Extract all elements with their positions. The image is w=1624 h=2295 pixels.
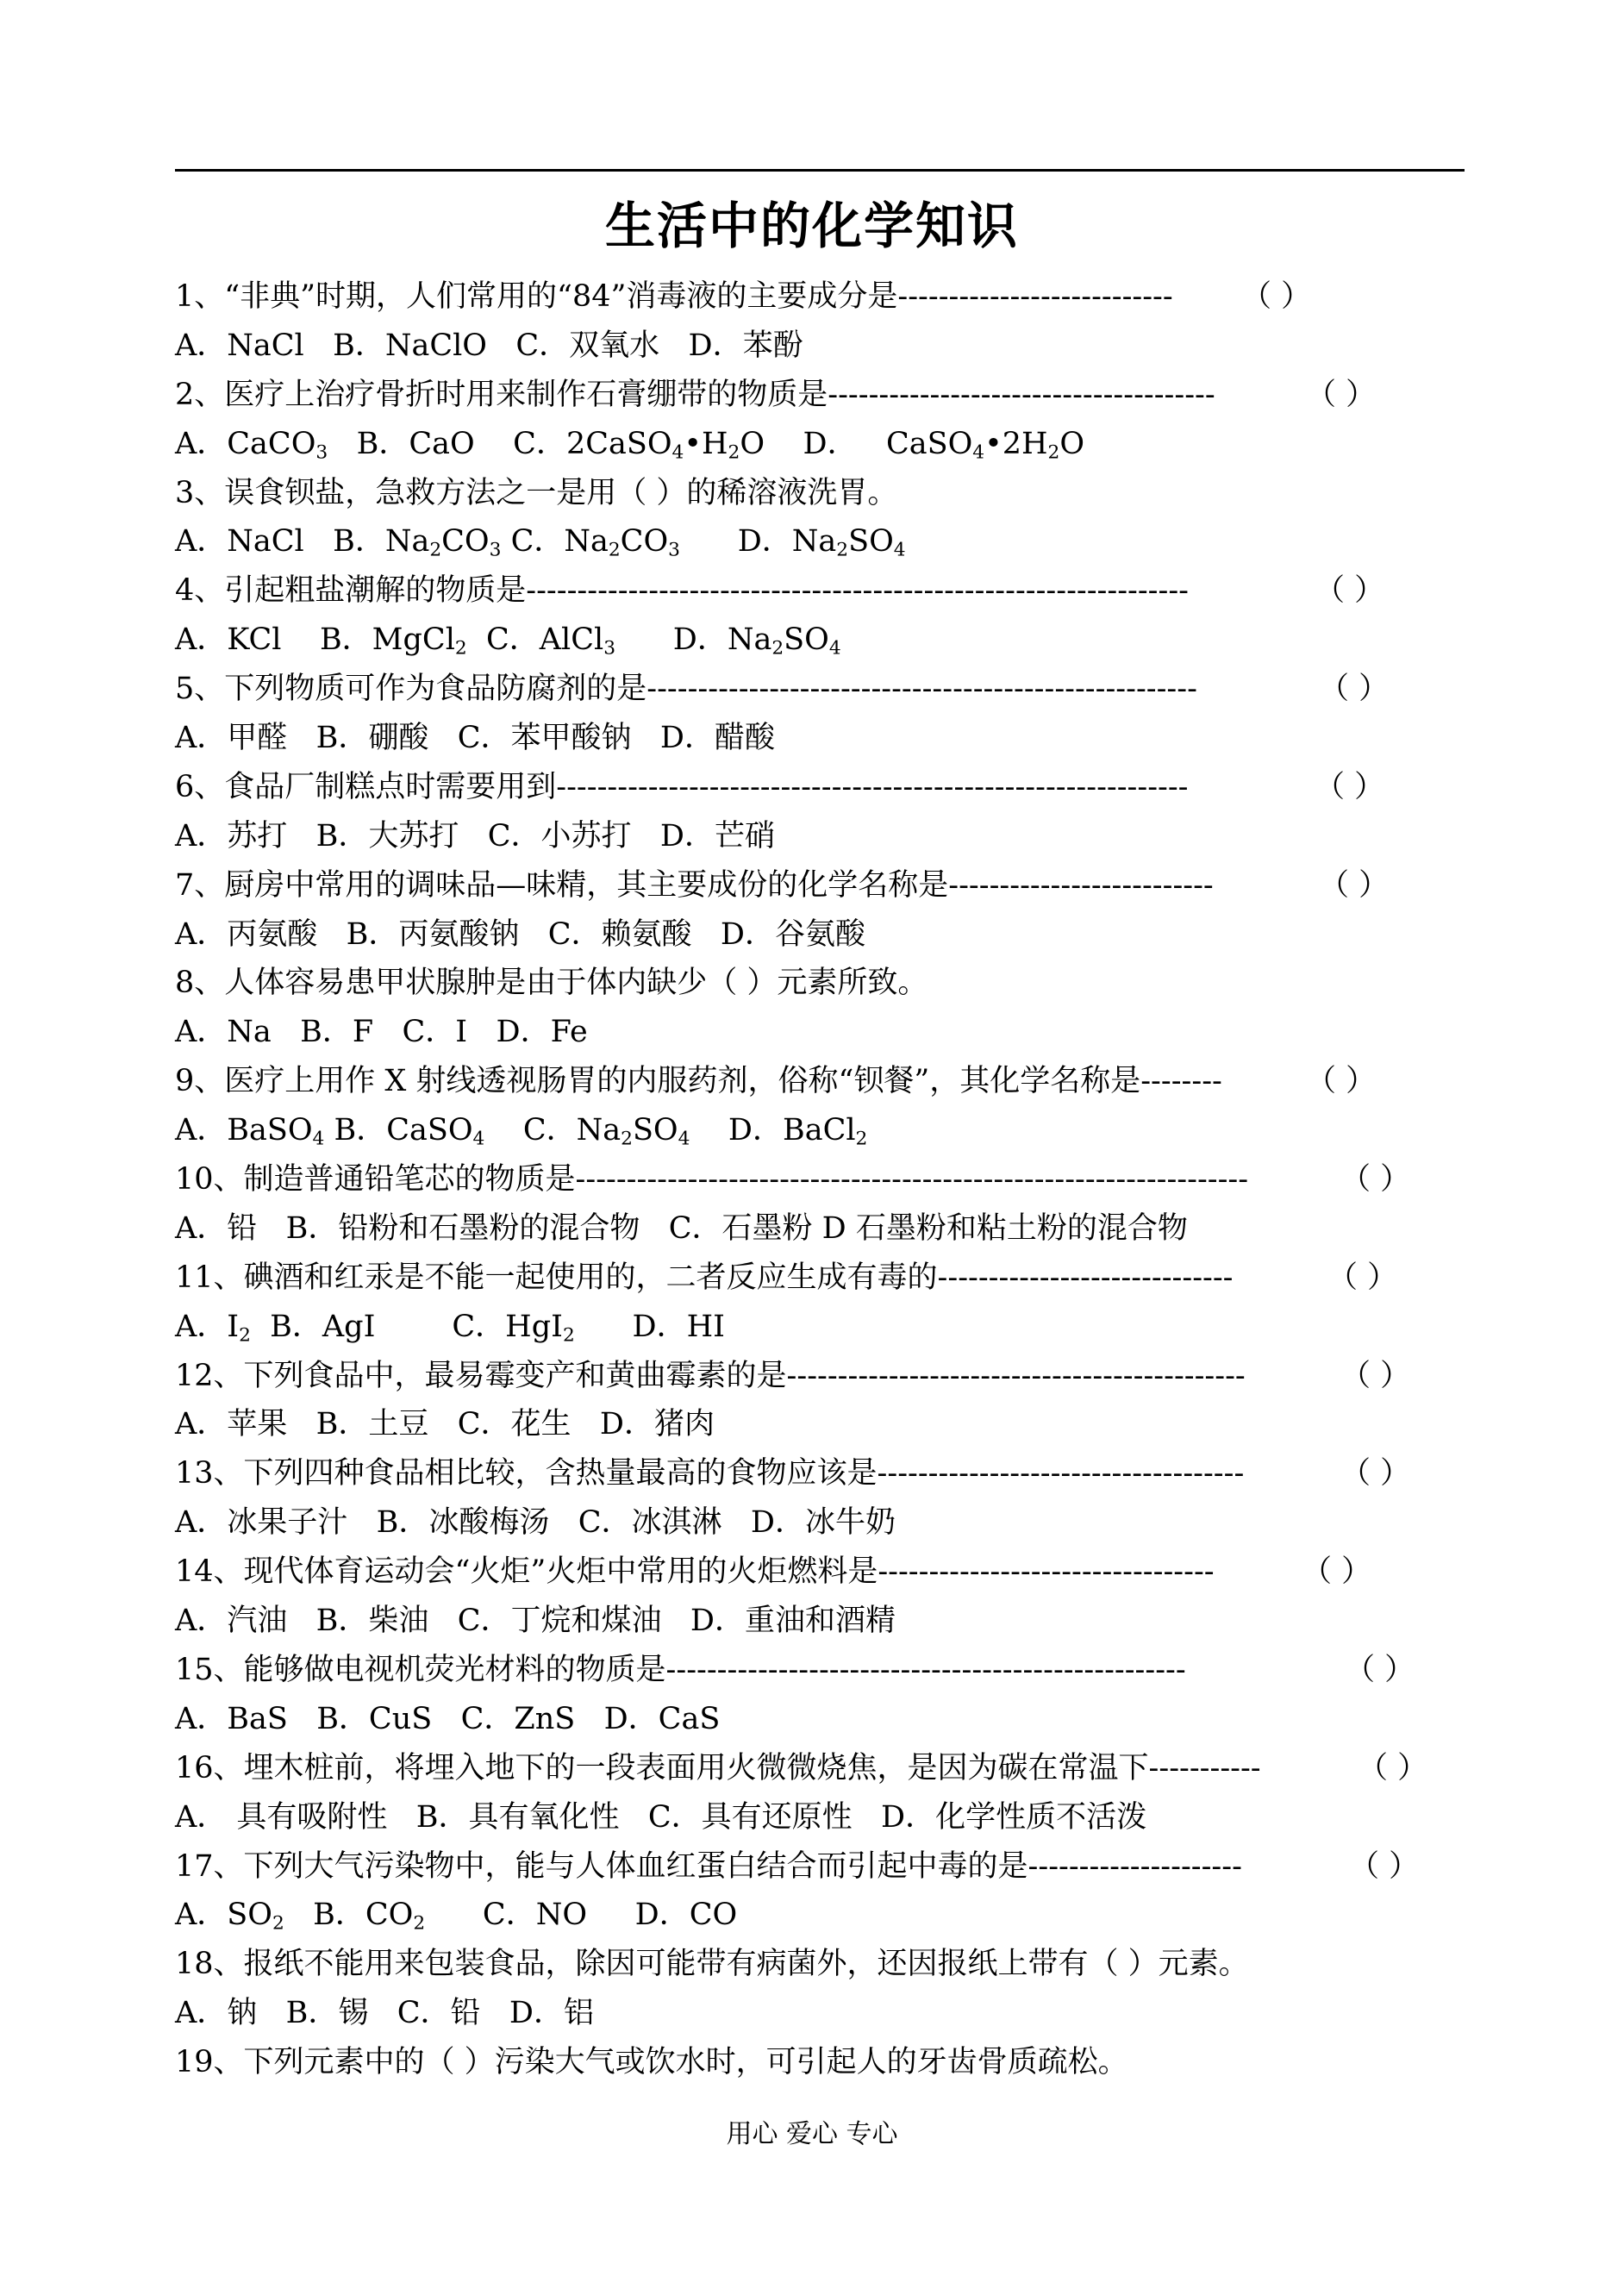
question-10 xyxy=(175,1155,1465,1204)
question-1 xyxy=(175,272,1465,322)
options-1: A．NaCl B．NaClO C．双氧水 D．苯酚 xyxy=(175,328,803,363)
question-stem: 2、医疗上治疗骨折时用来制作石膏绷带的物质是 xyxy=(175,377,828,412)
question-stem: 11、碘酒和红汞是不能一起使用的，二者反应生成有毒的 xyxy=(175,1260,938,1295)
options-14: A．汽油 B．柴油 C．丁烷和煤油 D．重油和酒精 xyxy=(175,1604,896,1639)
answer-leader-dashes: ------------------------------------------------------------------ xyxy=(575,1162,1249,1198)
answer-leader-dashes: -------------------------------------- xyxy=(828,377,1215,412)
options-10: A．铅 B．铅粉和石墨粉的混合物 C．石墨粉 D 石墨粉和粘土粉的混合物 xyxy=(175,1210,1188,1246)
answer-blank: （ ） xyxy=(1345,1652,1415,1687)
options-12: A．苹果 B．土豆 C．花生 D．猪肉 xyxy=(175,1407,715,1442)
answer-blank: （ ） xyxy=(1340,1358,1411,1393)
question-stem: 3、误食钡盐，急救方法之一是用（ ）的稀溶液洗胃。 xyxy=(175,475,898,510)
options-6: A．苏打 B．大苏打 C．小苏打 D．芒硝 xyxy=(175,818,775,854)
options-11: A．$I_2$ B．AgI C．HgI$_2$ D．HI xyxy=(175,1309,725,1347)
question-4 xyxy=(175,566,1465,616)
question-15 xyxy=(175,1646,1465,1695)
options-13: A．冰果子汁 B．冰酸梅汤 C．冰淇淋 D．冰牛奶 xyxy=(175,1505,896,1541)
question-3 xyxy=(175,469,1465,518)
options-18: A．钠 B．锡 C．铅 D．铝 xyxy=(175,1996,594,2031)
question-5 xyxy=(175,665,1465,714)
options-7: A．丙氨酸 B．丙氨酸钠 C．赖氨酸 D．谷氨酸 xyxy=(175,916,865,952)
header-rule xyxy=(175,169,1465,172)
answer-blank: （ ） xyxy=(1315,769,1385,804)
answer-blank: （ ） xyxy=(1349,1848,1420,1884)
options-9: A．BaSO$_4$ B．CaSO$_4$ C．$Na_2SO_4$ D．BaCl$_2$ xyxy=(175,1113,868,1150)
answer-blank: （ ） xyxy=(1306,377,1377,412)
answer-blank: （ ） xyxy=(1241,279,1312,314)
answer-blank: （ ） xyxy=(1319,672,1390,707)
question-14 xyxy=(175,1548,1465,1597)
question-stem: 19、下列元素中的（ ）污染大气或饮水时，可引起人的牙齿骨质疏松。 xyxy=(175,2045,1128,2080)
options-15: A．BaS B．CuS C．ZnS D．CaS xyxy=(175,1701,721,1736)
options-8: A．Na B．F C．I D．Fe xyxy=(175,1015,588,1050)
answer-blank: （ ） xyxy=(1306,1064,1377,1099)
question-list xyxy=(175,272,1465,2087)
question-6 xyxy=(175,763,1465,812)
question-17 xyxy=(175,1842,1465,1892)
question-stem: 7、厨房中常用的调味品—味精，其主要成份的化学名称是 xyxy=(175,867,949,903)
page-footer: 用心 爱心 专心 xyxy=(726,2119,898,2149)
answer-leader-dashes: --------------------- xyxy=(1027,1848,1242,1884)
question-9 xyxy=(175,1057,1465,1106)
question-8 xyxy=(175,959,1465,1008)
options-5: A．甲醛 B．硼酸 C．苯甲酸钠 D．醋酸 xyxy=(175,721,775,756)
question-stem: 16、埋木桩前，将埋入地下的一段表面用火微微烧焦，是因为碳在常温下 xyxy=(175,1750,1149,1785)
question-7 xyxy=(175,861,1465,910)
answer-leader-dashes: --------------------------- xyxy=(897,279,1173,314)
question-stem: 14、现代体育运动会“火炬”火炬中常用的火炬燃料是 xyxy=(175,1554,878,1590)
question-13 xyxy=(175,1449,1465,1498)
answer-blank: （ ） xyxy=(1340,1456,1411,1491)
answer-leader-dashes: -------- xyxy=(1140,1064,1222,1099)
answer-leader-dashes: -------------------------------------------------------------- xyxy=(556,769,1189,804)
question-stem: 13、下列四种食品相比较，含热量最高的食物应该是 xyxy=(175,1456,878,1491)
question-stem: 8、人体容易患甲状腺肿是由于体内缺少（ ）元素所致。 xyxy=(175,966,928,1001)
options-17: A．$SO_2$ B．$CO_2$ C．NO D．CO xyxy=(175,1898,738,1935)
answer-leader-dashes: ------------------------------------ xyxy=(877,1456,1245,1491)
options-16: A． 具有吸附性 B．具有氧化性 C．具有还原性 D．化学性质不活泼 xyxy=(175,1799,1147,1835)
question-stem: 10、制造普通铅笔芯的物质是 xyxy=(175,1162,576,1198)
question-11 xyxy=(175,1254,1465,1303)
answer-leader-dashes: ----------------------------- xyxy=(937,1260,1234,1295)
options-4: A．KCl B．MgCl$_2$ C．AlCl$_3$ D．$Na_2SO_4$ xyxy=(175,622,841,660)
answer-leader-dashes: ----------- xyxy=(1148,1750,1261,1785)
question-stem: 18、报纸不能用来包装食品，除因可能带有病菌外，还因报纸上带有（ ）元素。 xyxy=(175,1947,1249,1982)
answer-leader-dashes: ----------------------------------------------------------------- xyxy=(526,573,1189,609)
answer-blank: （ ） xyxy=(1340,1162,1411,1198)
answer-leader-dashes: --------------------------------------------------- xyxy=(665,1652,1186,1687)
answer-leader-dashes: --------------------------------- xyxy=(878,1554,1215,1590)
question-stem: 6、食品厂制糕点时需要用到 xyxy=(175,769,557,804)
question-stem: 5、下列物质可作为食品防腐剂的是 xyxy=(175,672,647,707)
options-2: A．CaCO$_3$ B．CaO C．$2CaSO_4•H_2O$ D． $CaSO_4•2H_2O$ xyxy=(175,426,1085,464)
question-18 xyxy=(175,1940,1465,1989)
question-2 xyxy=(175,371,1465,420)
answer-blank: （ ） xyxy=(1302,1554,1372,1590)
question-stem: 9、医疗上用作 X 射线透视肠胃的内服药剂，俗称“钡餐”，其化学名称是 xyxy=(175,1064,1141,1099)
question-stem: 12、下列食品中，最易霉变产和黄曲霉素的是 xyxy=(175,1358,787,1393)
question-stem: 4、引起粗盐潮解的物质是 xyxy=(175,573,527,609)
answer-leader-dashes: ------------------------------------------------------ xyxy=(646,672,1197,707)
question-16 xyxy=(175,1744,1465,1793)
answer-leader-dashes: --------------------------------------------- xyxy=(786,1358,1246,1393)
question-stem: 17、下列大气污染物中，能与人体血红蛋白结合而引起中毒的是 xyxy=(175,1848,1028,1884)
answer-blank: （ ） xyxy=(1358,1750,1428,1785)
question-stem: 1、“非典”时期，人们常用的“84”消毒液的主要成分是 xyxy=(175,279,898,314)
question-12 xyxy=(175,1352,1465,1401)
answer-blank: （ ） xyxy=(1319,867,1390,903)
page-title: 生活中的化学知识 xyxy=(604,197,1019,255)
question-stem: 15、能够做电视机荧光材料的物质是 xyxy=(175,1652,666,1687)
options-3: A．NaCl B．$Na_2CO_3$ C．$Na_2CO_3$ D．$Na_2SO_4$ xyxy=(175,524,906,561)
question-19 xyxy=(175,2038,1465,2087)
answer-leader-dashes: -------------------------- xyxy=(948,867,1214,903)
answer-blank: （ ） xyxy=(1327,1260,1398,1295)
answer-blank: （ ） xyxy=(1315,573,1385,609)
